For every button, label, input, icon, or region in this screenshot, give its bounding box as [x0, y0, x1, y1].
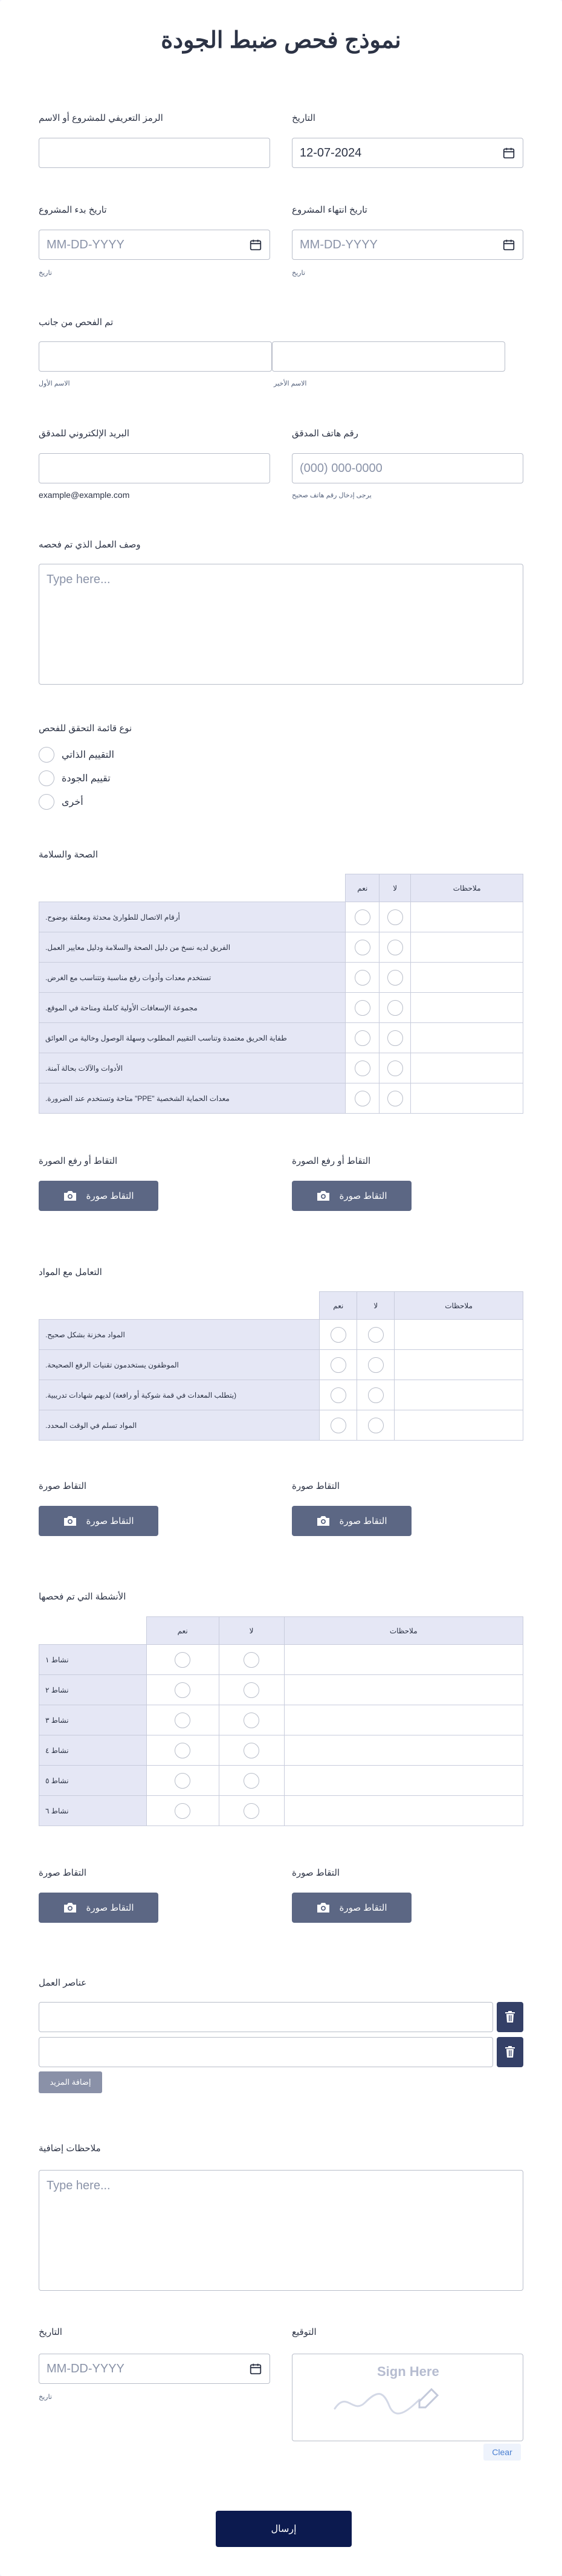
notes-title: ملاحظات إضافية [39, 2143, 101, 2154]
col-no: لا [380, 874, 411, 902]
last-name-sublabel: الاسم الأخير [274, 380, 307, 387]
camera-icon [316, 1515, 331, 1527]
table-row [39, 1796, 523, 1826]
radio-yes[interactable] [331, 1327, 346, 1343]
radio-no[interactable] [368, 1327, 384, 1343]
activities-title: الأنشطة التي تم فحصها [39, 1592, 126, 1602]
notes-cell[interactable] [284, 1675, 523, 1705]
take-photo-label: التقاط صورة [86, 1191, 134, 1201]
radio-yes[interactable] [175, 1803, 190, 1819]
radio-no[interactable] [244, 1803, 259, 1819]
camera-icon [63, 1190, 77, 1202]
first-name-input[interactable] [39, 341, 272, 372]
work-items-title: عناصر العمل [39, 1978, 87, 1988]
start-date-label: تاريخ بدء المشروع [39, 205, 107, 215]
inspected-by-label: تم الفحص من جانب [39, 317, 114, 328]
end-date-sublabel: تاريخ [292, 270, 305, 277]
radio-no[interactable] [368, 1387, 384, 1403]
notes-cell[interactable] [411, 902, 523, 932]
signature-scribble-icon [329, 2378, 450, 2421]
camera-icon [316, 1902, 331, 1914]
date-label: التاريخ [292, 113, 315, 123]
take-photo-button[interactable] [292, 1181, 412, 1211]
checklist-type-label: نوع قائمة التحقق للفحص [39, 723, 132, 734]
radio-yes[interactable] [175, 1773, 190, 1789]
radio-yes[interactable] [175, 1652, 190, 1668]
row-label: نشاط ٢ [39, 1675, 147, 1705]
page-title: نموذج فحص ضبط الجودة [161, 28, 401, 53]
table-row [39, 1705, 523, 1735]
phone-input[interactable] [292, 453, 523, 483]
end-date-placeholder: MM-DD-YYYY [300, 237, 378, 251]
table-row [39, 932, 523, 963]
row-label: .يتطلب المعدات في قمة شوكية أو رافعة) لديهم شهادات تدريبية) [39, 1380, 320, 1410]
notes-cell[interactable] [395, 1320, 523, 1350]
signature-pad[interactable] [292, 2354, 523, 2441]
table-row [39, 993, 523, 1023]
radio-yes[interactable] [355, 909, 370, 925]
col-no: لا [357, 1292, 395, 1320]
trash-icon [504, 2010, 516, 2024]
table-row [39, 1320, 523, 1350]
radio-option-label: تقييم الجودة [62, 773, 111, 784]
take-photo-label: التقاط صورة [86, 1516, 134, 1526]
take-photo-label: التقاط صورة [339, 1516, 387, 1526]
radio-option-label: أخرى [62, 797, 83, 807]
first-name-sublabel: الاسم الأول [39, 380, 70, 387]
email-input[interactable] [39, 453, 270, 483]
materials-title: التعامل مع المواد [39, 1267, 102, 1277]
table-row [39, 1053, 523, 1083]
photo-upload-label-left: التقاط أو رفع الصورة [39, 1156, 118, 1166]
notes-cell[interactable] [284, 1796, 523, 1826]
row-label: طفاية الحريق معتمدة وتناسب التقييم المطلوب وسهلة الوصول وخالية من العوائق [39, 1023, 346, 1053]
calendar-icon[interactable] [249, 2362, 262, 2375]
clear-signature-button[interactable]: Clear [483, 2444, 521, 2461]
delete-item-button[interactable] [497, 2037, 523, 2067]
radio-yes[interactable] [355, 970, 370, 986]
activities-matrix [39, 1616, 523, 1826]
radio-no[interactable] [387, 1000, 403, 1016]
date-value: 12-07-2024 [300, 146, 362, 160]
table-row [39, 1675, 523, 1705]
trash-icon [504, 2045, 516, 2059]
row-label: .مجموعة الإسعافات الأولية كاملة ومتاحة في الموقع [39, 993, 346, 1023]
radio-yes[interactable] [355, 1030, 370, 1046]
row-label: .متاحة وتستخدم عند الضرورة "PPE" معدات الحماية الشخصية [39, 1083, 346, 1114]
table-row [39, 1735, 523, 1766]
radio-no[interactable] [244, 1743, 259, 1758]
radio-no[interactable] [244, 1652, 259, 1668]
take-photo-label: التقاط صورة [339, 1191, 387, 1201]
footer-date-label: التاريخ [39, 2327, 62, 2337]
radio-no[interactable] [368, 1418, 384, 1433]
footer-date-placeholder: MM-DD-YYYY [47, 2361, 124, 2375]
start-date-field[interactable] [39, 230, 270, 260]
take-photo-button[interactable] [292, 1893, 412, 1923]
radio-yes[interactable] [355, 1091, 370, 1106]
radio-yes[interactable] [355, 940, 370, 955]
camera-icon [63, 1515, 77, 1527]
radio-no[interactable] [387, 1091, 403, 1106]
table-row [39, 1380, 523, 1410]
radio-circle[interactable] [39, 770, 54, 786]
row-label: .تستخدم معدات وأدوات رفع مناسبة وتتناسب مع الغرض [39, 963, 346, 993]
radio-circle[interactable] [39, 794, 54, 810]
radio-yes[interactable] [175, 1712, 190, 1728]
health-title: الصحة والسلامة [39, 850, 99, 860]
row-label: .المواد تسلم في الوقت المحدد [39, 1410, 320, 1441]
table-row [39, 1350, 523, 1380]
table-row [39, 1083, 523, 1114]
radio-no[interactable] [244, 1682, 259, 1698]
work-item-input[interactable] [39, 2002, 493, 2032]
last-name-input[interactable] [272, 341, 505, 372]
col-yes: نعم [346, 874, 380, 902]
take-photo-label: التقاط صورة [86, 1903, 134, 1913]
take-photo-label: التقاط صورة [339, 1903, 387, 1913]
row-label: نشاط ٦ [39, 1796, 147, 1826]
row-label: .الموظفون يستخدمون تقنيات الرفع الصحيحة [39, 1350, 320, 1380]
col-yes: نعم [320, 1292, 357, 1320]
calendar-icon[interactable] [502, 238, 515, 251]
camera-icon [316, 1190, 331, 1202]
notes-cell[interactable] [395, 1410, 523, 1441]
take-photo-button[interactable] [39, 1893, 158, 1923]
project-label: الرمز التعريفي للمشروع أو الاسم [39, 113, 163, 123]
notes-cell[interactable] [411, 1053, 523, 1083]
notes-textarea[interactable] [39, 2170, 523, 2291]
signature-placeholder: Sign Here [377, 2364, 439, 2379]
photo-label-right: التقاط صورة [292, 1481, 340, 1491]
end-date-field[interactable] [292, 230, 523, 260]
row-label: .الأدوات والآلات بحالة آمنة [39, 1053, 346, 1083]
notes-cell[interactable] [411, 1083, 523, 1114]
calendar-icon[interactable] [502, 146, 515, 160]
radio-yes[interactable] [331, 1357, 346, 1373]
notes-cell[interactable] [411, 1023, 523, 1053]
radio-yes[interactable] [175, 1743, 190, 1758]
notes-cell[interactable] [284, 1705, 523, 1735]
radio-circle[interactable] [39, 747, 54, 763]
row-label: نشاط ١ [39, 1645, 147, 1675]
start-date-placeholder: MM-DD-YYYY [47, 237, 124, 251]
take-photo-button[interactable] [39, 1506, 158, 1536]
email-label: البريد الإلكتروني للمدقق [39, 428, 129, 439]
radio-no[interactable] [387, 1060, 403, 1076]
start-date-sublabel: تاريخ [39, 270, 52, 277]
radio-no[interactable] [244, 1712, 259, 1728]
notes-cell[interactable] [284, 1645, 523, 1675]
col-yes: نعم [146, 1617, 219, 1645]
table-row [39, 902, 523, 932]
photo-upload-label-right: التقاط أو رفع الصورة [292, 1156, 371, 1166]
row-label: نشاط ٥ [39, 1766, 147, 1796]
add-more-button[interactable]: إضافة المزيد [39, 2071, 102, 2093]
row-label: نشاط ٤ [39, 1735, 147, 1766]
radio-option-other[interactable] [39, 794, 83, 810]
col-notes: ملاحظات [395, 1292, 523, 1320]
row-label: .أرقام الاتصال للطوارئ محدثة ومعلقة بوضوح [39, 902, 346, 932]
notes-cell[interactable] [411, 932, 523, 963]
row-label: .الفريق لديه نسخ من دليل الصحة والسلامة ودليل معايير العمل [39, 932, 346, 963]
notes-cell[interactable] [284, 1766, 523, 1796]
radio-no[interactable] [368, 1357, 384, 1373]
radio-no[interactable] [387, 1030, 403, 1046]
notes-cell[interactable] [411, 993, 523, 1023]
footer-date-field[interactable] [39, 2354, 270, 2384]
photo-label-right: التقاط صورة [292, 1868, 340, 1878]
radio-no[interactable] [387, 909, 403, 925]
notes-cell[interactable] [395, 1350, 523, 1380]
take-photo-button[interactable] [39, 1181, 158, 1211]
project-input[interactable] [39, 138, 270, 168]
take-photo-button[interactable] [292, 1506, 412, 1536]
phone-label: رقم هاتف المدقق [292, 428, 358, 439]
signature-label: التوقيع [292, 2327, 317, 2337]
radio-no[interactable] [244, 1773, 259, 1789]
submit-button[interactable]: إرسال [216, 2511, 352, 2547]
notes-cell[interactable] [411, 963, 523, 993]
table-row [39, 1766, 523, 1796]
notes-cell[interactable] [395, 1380, 523, 1410]
table-row [39, 1645, 523, 1675]
work-item-input[interactable] [39, 2037, 493, 2067]
date-field[interactable] [292, 138, 523, 168]
radio-yes[interactable] [355, 1060, 370, 1076]
phone-hint: يرجى إدخال رقم هاتف صحيح [292, 492, 372, 499]
radio-yes[interactable] [331, 1387, 346, 1403]
photo-label-left: التقاط صورة [39, 1481, 87, 1491]
col-no: لا [219, 1617, 284, 1645]
radio-yes[interactable] [175, 1682, 190, 1698]
radio-option-quality[interactable] [39, 770, 111, 786]
radio-yes[interactable] [331, 1418, 346, 1433]
col-notes: ملاحظات [411, 874, 523, 902]
col-notes: ملاحظات [284, 1617, 523, 1645]
calendar-icon[interactable] [249, 238, 262, 251]
work-desc-textarea[interactable] [39, 564, 523, 685]
delete-item-button[interactable] [497, 2002, 523, 2032]
email-hint: example@example.com [39, 490, 130, 500]
work-desc-label: وصف العمل الذي تم فحصه [39, 540, 141, 550]
end-date-label: تاريخ انتهاء المشروع [292, 205, 367, 215]
radio-no[interactable] [387, 970, 403, 986]
radio-option-label: التقييم الذاتي [62, 750, 114, 760]
table-row [39, 1410, 523, 1441]
footer-date-sublabel: تاريخ [39, 2394, 52, 2401]
photo-label-left: التقاط صورة [39, 1868, 87, 1878]
radio-option-self[interactable] [39, 747, 114, 763]
row-label: .المواد مخزنة بشكل صحيح [39, 1320, 320, 1350]
camera-icon [63, 1902, 77, 1914]
table-row [39, 963, 523, 993]
notes-cell[interactable] [284, 1735, 523, 1766]
radio-no[interactable] [387, 940, 403, 955]
health-matrix [39, 874, 523, 1114]
table-row [39, 1023, 523, 1053]
materials-matrix [39, 1291, 523, 1441]
radio-yes[interactable] [355, 1000, 370, 1016]
row-label: نشاط ٣ [39, 1705, 147, 1735]
